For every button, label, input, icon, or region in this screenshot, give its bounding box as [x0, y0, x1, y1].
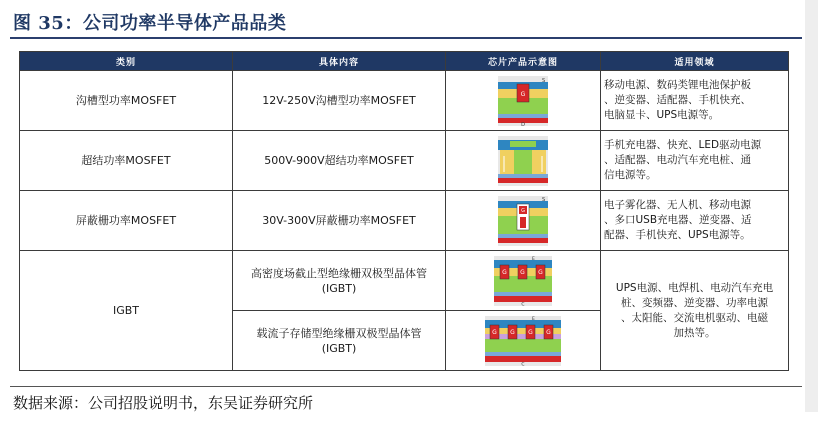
category-cell: 屏蔽栅功率MOSFET: [20, 191, 233, 251]
chip-image-cell: [446, 71, 601, 131]
trench-mosfet-diagram: [498, 76, 548, 126]
chip-image-cell: [446, 251, 601, 311]
app-line: 、多口USB充电器、逆变器、适: [604, 214, 752, 226]
chip-image-cell: [446, 131, 601, 191]
content-line: (IGBT): [321, 341, 357, 355]
app-line: 电脑显卡、UPS电源等。: [604, 109, 720, 121]
gate-label: G: [510, 328, 515, 336]
category-cell: 沟槽型功率MOSFET: [20, 71, 233, 131]
applications-cell: [601, 251, 789, 371]
app-line: 加热等。: [673, 326, 716, 339]
app-line: 手机充电器、快充、LED驱动电源: [604, 139, 762, 151]
header-content: 具体内容: [233, 52, 446, 71]
app-line: 配器、手机快充、UPS电源等。: [604, 229, 751, 241]
source-label: S: [542, 196, 546, 203]
content-line: (IGBT): [321, 281, 357, 295]
content-line: 高密度场截止型绝缘栅双极型晶体管: [251, 266, 427, 280]
page-edge-shade: [805, 0, 818, 412]
emitter-label: E: [532, 316, 535, 322]
gate-label: G: [520, 90, 526, 98]
gate-label: G: [521, 207, 525, 214]
chip-image-cell: [446, 191, 601, 251]
source-note: 数据来源：公司招股说明书，东吴证券研究所: [13, 394, 314, 412]
igbt-field-stop-diagram: [494, 256, 552, 306]
gate-label: G: [538, 268, 543, 276]
app-line: 信电源等。: [604, 169, 657, 181]
gate-label: G: [502, 268, 507, 276]
category-cell: IGBT: [20, 251, 233, 371]
app-line: UPS电源、电焊机、电动汽车充电: [615, 281, 774, 294]
app-line: 移动电源、数码类锂电池保护板: [604, 79, 751, 91]
collector-label: C: [521, 302, 525, 306]
app-line: 、逆变器、适配器、手机快充、: [604, 94, 751, 106]
content-line: 载流子存储型绝缘栅双极型晶体管: [256, 326, 422, 340]
app-line: 电子雾化器、无人机、移动电源: [604, 199, 751, 211]
gate-label: G: [528, 328, 533, 336]
table-row: [20, 191, 789, 251]
table-row: [20, 131, 789, 191]
content-cell: 500V-900V超结功率MOSFET: [233, 131, 446, 191]
applications-cell: [601, 71, 789, 131]
table-header-row: [20, 52, 789, 71]
gate-label: G: [492, 328, 497, 336]
igbt-carrier-stored-diagram: [485, 316, 561, 366]
bottom-rule: [10, 386, 802, 387]
emitter-label: E: [532, 256, 535, 262]
app-line: 、适配器、电动汽车充电桩、通: [604, 154, 751, 166]
table-row: [20, 71, 789, 131]
table-row: [20, 251, 789, 311]
chip-image-cell: [446, 311, 601, 371]
header-applications: 适用领域: [601, 52, 789, 71]
drain-label: D: [521, 121, 525, 126]
content-cell: [233, 251, 446, 311]
shielded-gate-mosfet-diagram: [498, 196, 548, 246]
header-chip-image: 芯片产品示意图: [446, 52, 601, 71]
superjunction-mosfet-diagram: [498, 136, 548, 186]
category-cell: 超结功率MOSFET: [20, 131, 233, 191]
app-line: 、太阳能、交流电机驱动、电磁: [621, 311, 768, 324]
source-label: S: [542, 77, 546, 84]
content-cell: 30V-300V屏蔽栅功率MOSFET: [233, 191, 446, 251]
title-rule: [10, 37, 802, 39]
applications-cell: [601, 131, 789, 191]
gate-label: G: [546, 328, 551, 336]
collector-label: C: [521, 362, 525, 366]
product-table: [19, 51, 789, 371]
app-line: 桩、变频器、逆变器、功率电源: [621, 296, 768, 309]
figure-title: 图 35：公司功率半导体产品品类: [13, 13, 287, 34]
gate-label: G: [520, 268, 525, 276]
applications-cell: [601, 191, 789, 251]
content-cell: [233, 311, 446, 371]
header-category: 类别: [20, 52, 233, 71]
content-cell: 12V-250V沟槽型功率MOSFET: [233, 71, 446, 131]
